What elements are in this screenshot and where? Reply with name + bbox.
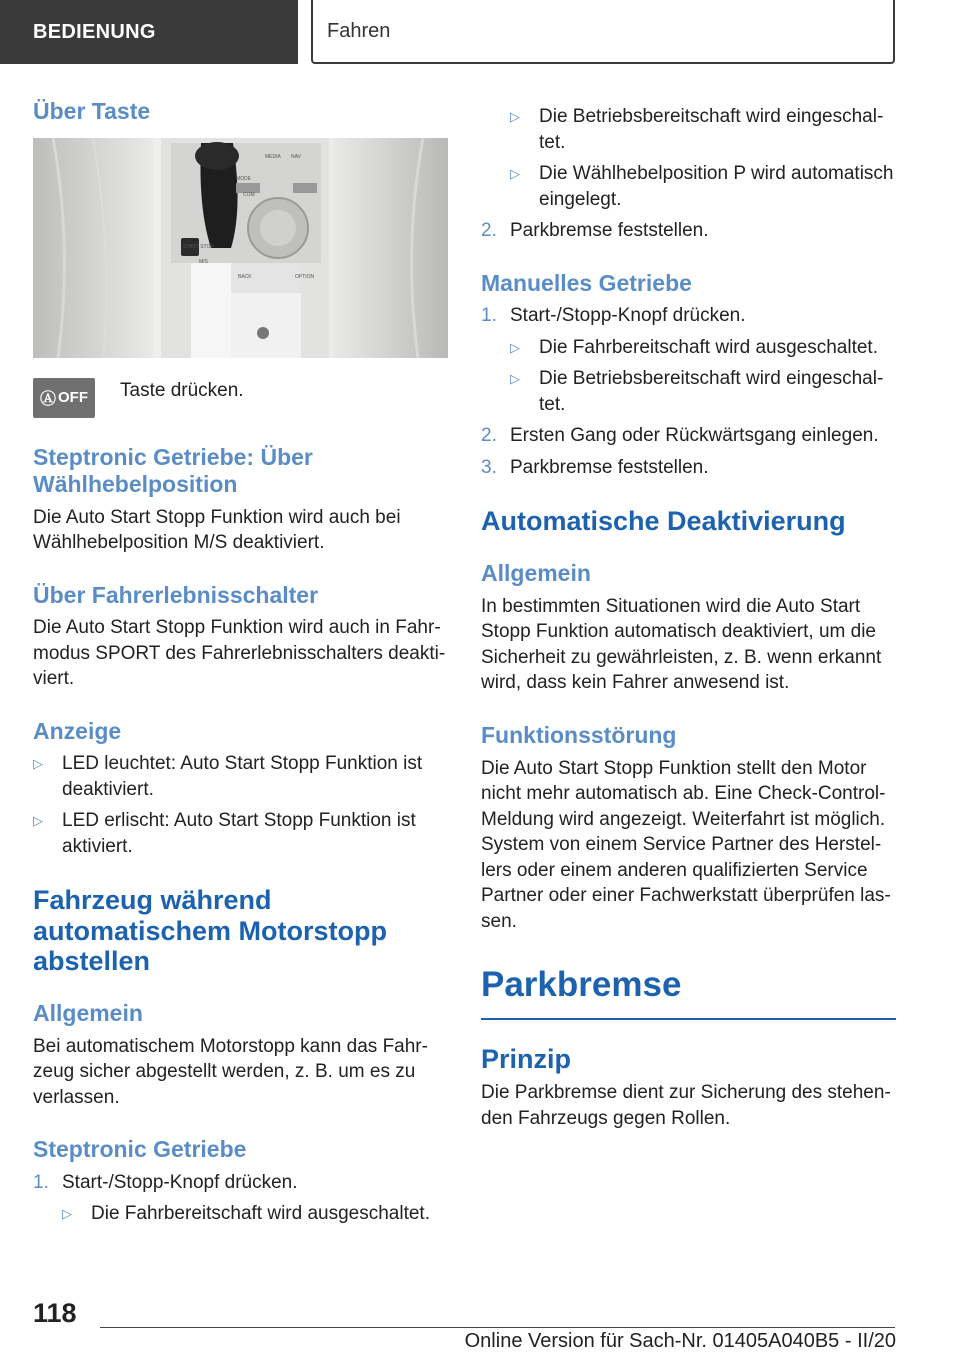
photo-label-nav: NAV <box>291 153 301 160</box>
chapter-title: Fahren <box>327 19 391 42</box>
heading-automatische-deaktivierung: Automatische Deaktivierung <box>481 506 846 537</box>
list-item-text: Die Fahrbereitschaft wird ausgeschaltet. <box>91 1203 430 1225</box>
step-text: Parkbremse feststellen. <box>510 220 709 241</box>
step-text: Ersten Gang oder Rückwärtsgang einlegen. <box>510 425 879 447</box>
photo-label-mode: MODE <box>236 175 251 182</box>
list-item-text: Die Fahrbereitschaft wird ausgeschaltet. <box>539 336 878 358</box>
heading-ueber-taste: Über Taste <box>33 98 151 124</box>
off-button-row <box>33 378 448 418</box>
heading-prinzip: Prinzip <box>481 1044 572 1075</box>
step-text: Start-/Stopp-Knopf drücken. <box>62 1171 298 1193</box>
heading-steptronic-ueber: Steptronic Getriebe: Über Wählhebelposition <box>33 443 313 498</box>
step-number: 2. <box>481 220 497 241</box>
heading-parkbremse: Parkbremse <box>481 965 682 1005</box>
console-illustration <box>33 138 448 358</box>
step-number: 2. <box>481 425 497 447</box>
heading-fahrzeug-abstellen: Fahrzeug während automatischem Motorstopp abstellen <box>33 885 388 976</box>
steptronic-steps-continued <box>481 104 896 244</box>
paragraph-prinzip: Die Parkbremse dient zur Sicherung des stehenden Fahrzeugs gegen Rollen. <box>481 1082 891 1129</box>
footer-online-version: Online Version für Sach-Nr. 01405A040B5 - II/20 <box>464 1330 896 1352</box>
section-title: BEDIENUNG <box>33 20 156 43</box>
steptronic-steps <box>33 1170 448 1227</box>
paragraph-fahrerlebnis: Die Auto Start Stopp Funktion wird auch in Fahrmodus SPORT des Fahrerlebnisschalters deaktiviert. <box>33 617 446 690</box>
triangle-bullet-icon: ▷ <box>33 813 43 829</box>
heading-manuelles-getriebe: Manuelles Getriebe <box>481 269 692 296</box>
heading-fahrerlebnis: Über Fahrerlebnisschalter <box>33 581 319 608</box>
list-item <box>33 808 448 859</box>
list-item <box>481 423 896 449</box>
triangle-bullet-icon: ▷ <box>62 1206 72 1222</box>
photo-label-media: MEDIA <box>265 153 281 160</box>
paragraph-allgemein-left: Bei automatischem Motorstopp kann das Fahrzeug sicher abgestellt werden, z. B. um es zu verlassen. <box>33 1035 428 1108</box>
heading-anzeige: Anzeige <box>33 717 122 744</box>
list-item-text: LED leuchtet: Auto Start Stopp Funktion ist deaktiviert. <box>62 753 423 800</box>
photo-label-start-stop: START STOP <box>183 243 214 250</box>
list-item <box>33 1201 448 1227</box>
heading-allgemein-left: Allgemein <box>33 1000 143 1027</box>
heading-allgemein-right: Allgemein <box>481 560 591 587</box>
off-label: OFF <box>58 389 88 407</box>
paragraph-steptronic: Die Auto Start Stopp Funktion wird auch bei Wählhebelposition M/S deaktiviert. <box>33 506 401 554</box>
anzeige-list <box>33 751 448 859</box>
list-item <box>481 303 896 329</box>
step-text: Start-/Stopp-Knopf drücken. <box>510 305 746 327</box>
list-item <box>481 335 896 361</box>
section-divider <box>481 1018 896 1020</box>
triangle-bullet-icon: ▷ <box>33 756 43 772</box>
paragraph-funktionsstoerung: Die Auto Start Stopp Funktion stellt den Motor nicht mehr automatisch ab. Eine Check-Control-Meldung wird angezeigt. Weiterfahrt ist möglich. System von einem Service Partner des Herstellers oder einem anderen qualifizierten Service Partner oder einer Fachwerkstatt überprüfen lassen. <box>481 757 891 932</box>
page-number: 118 <box>33 1298 77 1328</box>
step-number: 1. <box>481 305 497 327</box>
photo-label-option: OPTION <box>295 273 315 280</box>
chapter-tab <box>311 0 895 64</box>
step-number: 3. <box>481 456 497 478</box>
paragraph-allgemein-right: In bestimmten Situationen wird die Auto Start Stopp Funktion automatisch deaktiviert, um die Sicherheit zu gewährleisten, z. B. wenn erkannt wird, dass kein Fahrer anwesend ist. <box>481 595 882 694</box>
heading-steptronic-getriebe: Steptronic Getriebe <box>33 1136 247 1163</box>
list-item-text: Die Betriebsbereitschaft wird eingeschaltet. <box>539 106 884 153</box>
taste-druecken-text: Taste drücken. <box>120 379 244 401</box>
list-item <box>481 366 896 417</box>
section-tab <box>0 0 298 64</box>
triangle-bullet-icon: ▷ <box>510 166 520 181</box>
triangle-bullet-icon: ▷ <box>510 109 520 124</box>
heading-funktionsstoerung: Funktionsstörung <box>481 721 677 748</box>
triangle-bullet-icon: ▷ <box>510 371 520 387</box>
list-item <box>481 218 896 244</box>
list-item <box>33 751 448 802</box>
photo-label-ms: M/S <box>199 258 208 265</box>
center-console-photo <box>33 138 448 358</box>
list-item-text: Die Wählhebelposition P wird automatisch eingelegt. <box>539 163 894 210</box>
right-column <box>481 100 896 1131</box>
manuell-steps <box>481 303 896 480</box>
triangle-bullet-icon: ▷ <box>510 339 520 355</box>
list-item <box>481 161 896 212</box>
auto-start-stop-off-button <box>33 378 95 418</box>
step-text: Parkbremse feststellen. <box>510 456 709 478</box>
auto-start-stop-icon: Ⓐ <box>39 391 56 409</box>
footer-divider <box>100 1327 895 1328</box>
step-number: 1. <box>33 1171 49 1193</box>
photo-label-back: BACK <box>238 273 252 280</box>
left-column <box>33 98 448 1227</box>
list-item-text: LED erlischt: Auto Start Stopp Funktion ist aktiviert. <box>62 810 416 857</box>
list-item-text: Die Betriebsbereitschaft wird eingeschaltet. <box>539 368 884 415</box>
list-item <box>481 455 896 481</box>
list-item <box>33 1170 448 1196</box>
photo-label-com: COM <box>243 191 255 198</box>
list-item <box>481 104 896 155</box>
